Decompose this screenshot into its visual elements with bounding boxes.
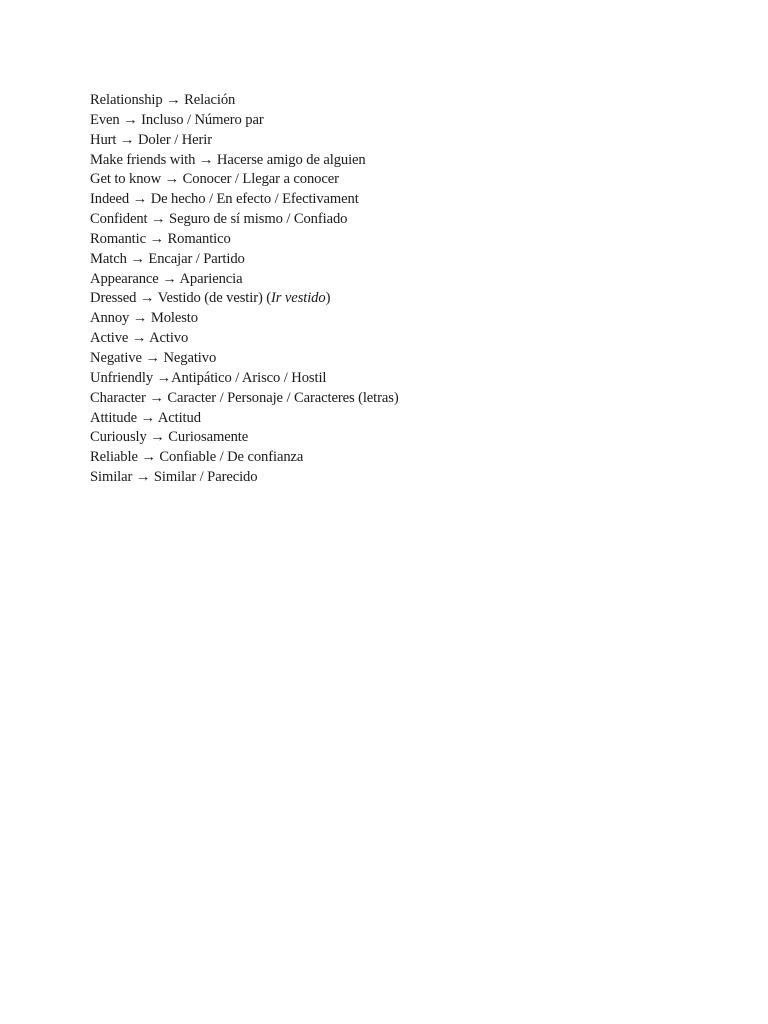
vocab-text: Romantic → Romantico: [90, 230, 231, 247]
vocab-item: [90, 448, 399, 468]
vocab-text: Attitude → Actitud: [90, 409, 201, 426]
vocab-item: [90, 468, 399, 488]
vocab-item: [90, 309, 399, 329]
vocab-item: [90, 230, 399, 250]
vocab-item: [90, 170, 399, 190]
vocab-item: [90, 270, 399, 290]
vocab-text: Even → Incluso / Número par: [90, 111, 264, 128]
vocab-text: Curiously → Curiosamente: [90, 429, 249, 446]
vocab-item: [90, 428, 399, 448]
vocab-item: [90, 91, 399, 111]
vocab-item: [90, 409, 399, 429]
vocab-text: Character → Caracter / Personaje / Caracteres (letras): [90, 389, 399, 406]
vocab-text: Match → Encajar / Partido: [90, 250, 245, 267]
vocab-item: [90, 329, 399, 349]
vocab-note-italic: Ir vestido: [271, 290, 326, 307]
vocab-text: Relationship → Relación: [90, 92, 236, 108]
vocab-item: [90, 349, 399, 369]
vocab-text: Negative → Negativo: [90, 349, 217, 366]
vocab-text: Unfriendly →Antipático / Arisco / Hostil: [90, 369, 327, 386]
vocab-item: [90, 190, 399, 210]
vocab-text: Dressed → Vestido (de vestir) (: [90, 290, 272, 307]
vocabulary-list: [90, 91, 399, 488]
vocab-item: [90, 151, 399, 171]
vocab-item: [90, 111, 399, 131]
vocab-text: Active → Activo: [90, 330, 189, 347]
vocab-text: Annoy → Molesto: [90, 310, 198, 327]
vocab-text: Indeed → De hecho / En efecto / Efectivament: [90, 191, 359, 208]
vocab-item: [90, 210, 399, 230]
vocab-text: Similar → Similar / Parecido: [90, 469, 258, 486]
vocab-item: [90, 389, 399, 409]
vocab-item: [90, 369, 399, 389]
vocab-text: Confident → Seguro de sí mismo / Confiado: [90, 211, 348, 228]
vocab-item: [90, 250, 399, 270]
vocab-text: Reliable → Confiable / De confianza: [90, 449, 304, 466]
vocab-text-after: ): [325, 290, 331, 307]
vocab-text: Make friends with → Hacerse amigo de alguien: [90, 151, 366, 168]
vocab-item: [90, 289, 399, 309]
vocab-item: [90, 131, 399, 151]
vocab-text: Get to know → Conocer / Llegar a conocer: [90, 171, 339, 188]
vocab-text: Hurt → Doler / Herir: [90, 131, 213, 148]
vocab-text: Appearance → Apariencia: [90, 270, 243, 287]
